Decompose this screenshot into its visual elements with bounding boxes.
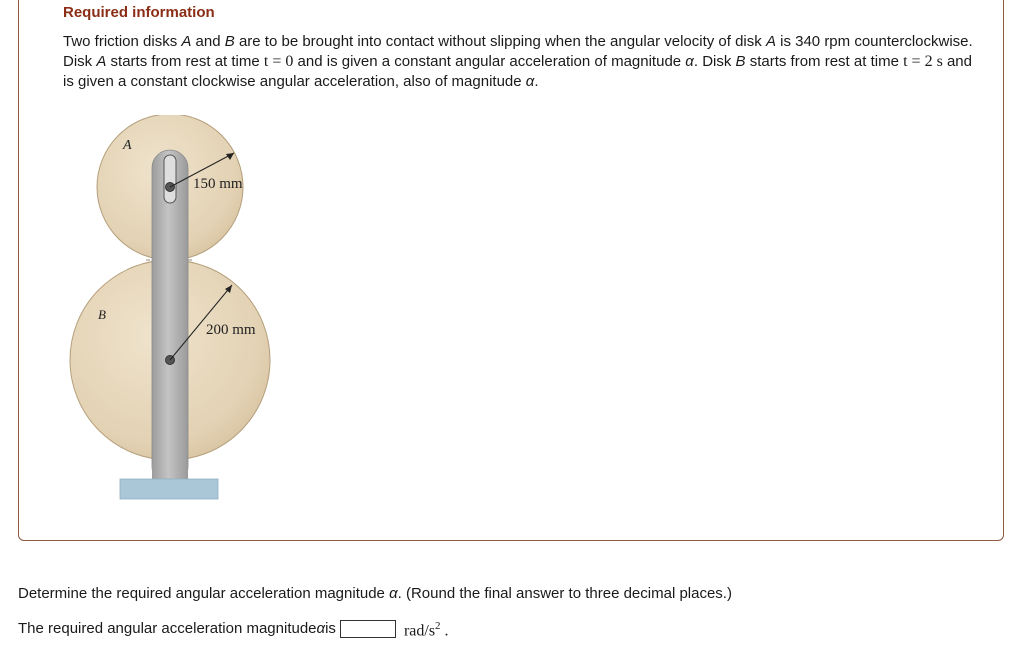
time-value: 0 <box>285 53 294 70</box>
required-information-title: Required information <box>63 4 215 21</box>
problem-text: Two friction disks <box>63 33 182 50</box>
problem-text: and is given a constant clockwise angular acceleration, also of magnitude <box>63 53 972 90</box>
time-symbol: t <box>263 53 269 70</box>
question-part: . (Round the final answer to three decimal places.) <box>397 585 732 602</box>
problem-text: are to be brought into contact without slipping when the angular velocity of disk <box>234 33 766 50</box>
answer-input[interactable] <box>340 620 396 638</box>
disk-a-symbol: A <box>765 33 776 50</box>
slot <box>164 155 176 203</box>
answer-unit <box>404 616 449 641</box>
friction-disks-figure <box>60 115 300 505</box>
problem-statement <box>63 32 983 92</box>
question-part: Determine the required angular acceleration magnitude <box>18 585 390 602</box>
ground-base <box>120 479 218 499</box>
disk-b-label: B <box>98 307 106 322</box>
unit-period: . <box>440 622 449 640</box>
disk-a-symbol: A <box>181 33 192 50</box>
problem-text: . <box>534 73 539 90</box>
disk-a-label: A <box>123 138 132 153</box>
answer-prompt: The required angular acceleration magnitude <box>18 619 317 637</box>
unit-exponent: 2 <box>435 620 441 632</box>
problem-text: and is given a constant angular acceleration of magnitude <box>293 53 686 70</box>
alpha-symbol: α <box>389 585 398 602</box>
disk-b-symbol: B <box>735 53 746 70</box>
time-value: 2 s <box>924 53 943 70</box>
problem-text: is 340 rpm counterclockwise. Disk <box>63 33 973 70</box>
radius-a-label: 150 mm <box>193 176 243 192</box>
problem-text: and <box>191 33 225 50</box>
disk-b-symbol: B <box>224 33 235 50</box>
disk-a-symbol: A <box>96 53 107 70</box>
time-symbol: t <box>903 53 908 70</box>
problem-text: . Disk <box>693 53 736 70</box>
equals-sign: = <box>268 53 286 70</box>
problem-text: starts from rest at time <box>745 53 904 70</box>
alpha-symbol: α <box>316 619 326 637</box>
question-text <box>18 584 732 604</box>
equals-sign: = <box>907 53 925 70</box>
radius-b-label: 200 mm <box>206 322 256 338</box>
alpha-symbol: α <box>525 73 535 90</box>
alpha-symbol: α <box>685 53 694 70</box>
answer-prompt: is <box>325 619 336 637</box>
unit-text: rad/s <box>403 622 436 640</box>
answer-row <box>18 616 449 641</box>
problem-text: starts from rest at time <box>106 53 264 70</box>
